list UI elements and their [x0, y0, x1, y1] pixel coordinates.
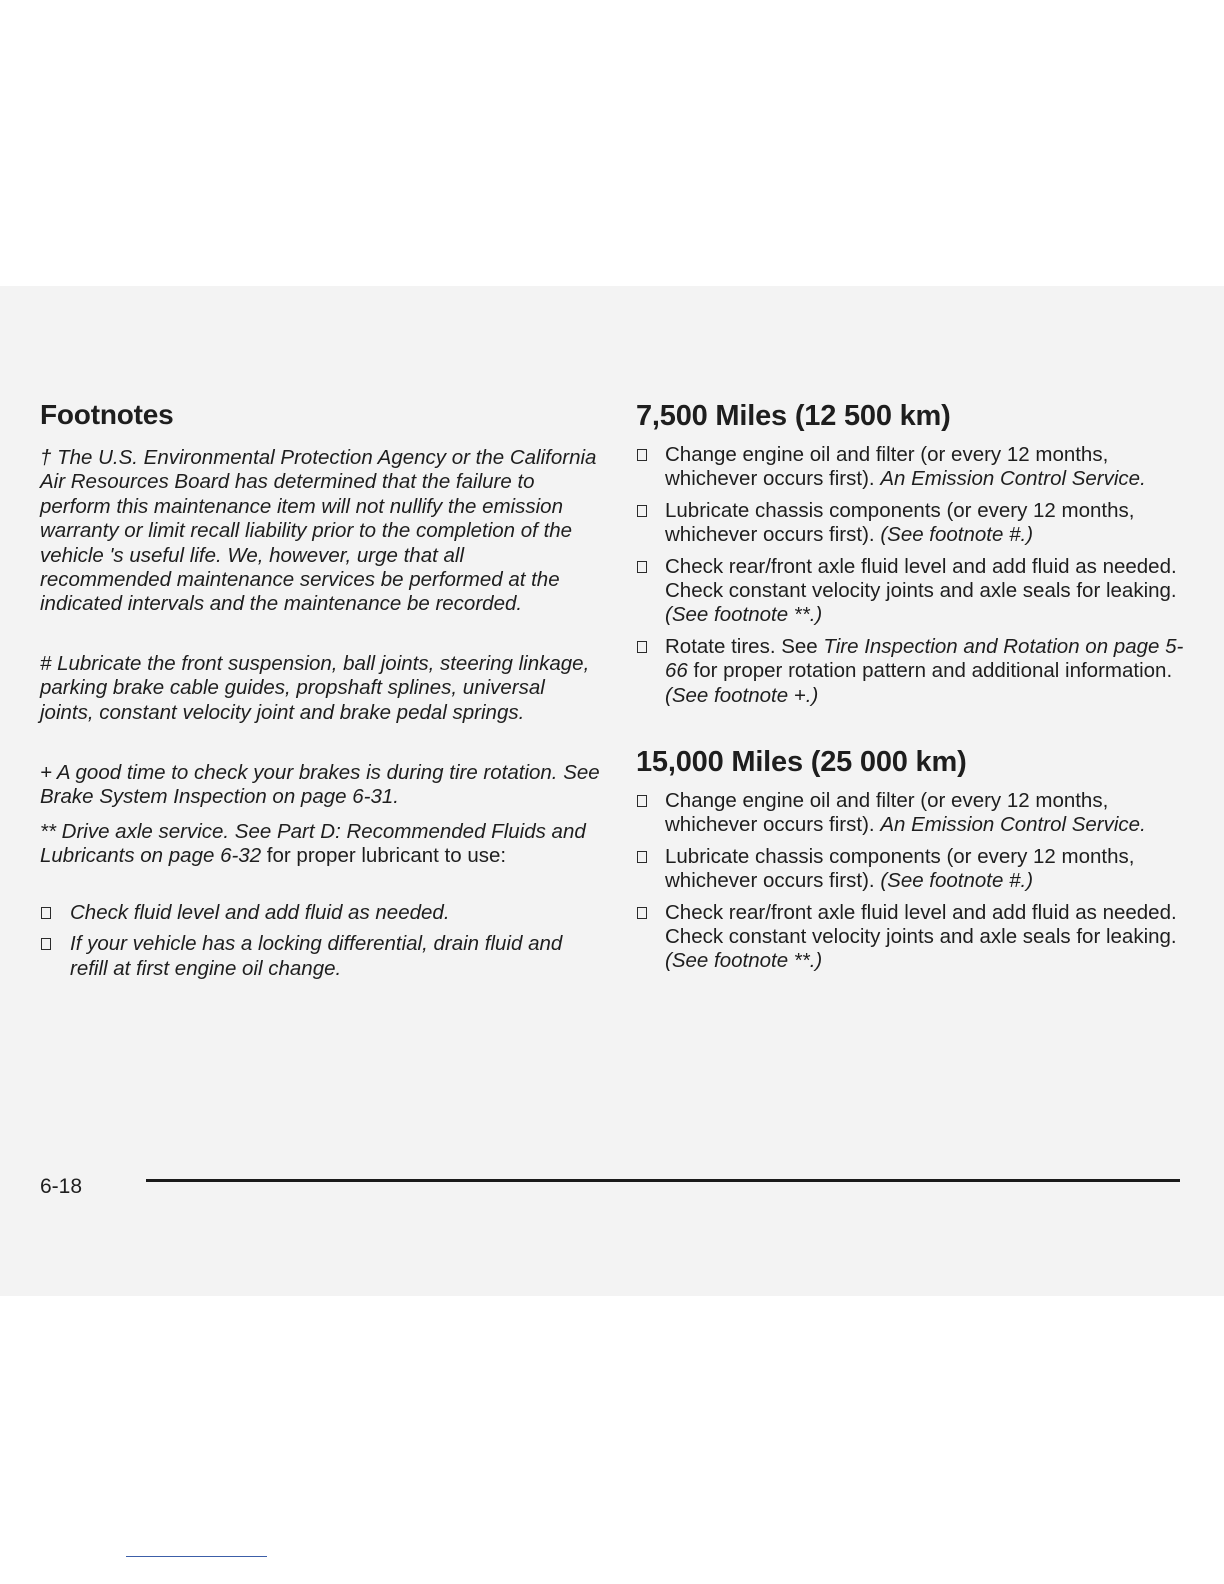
checkbox-icon	[41, 907, 51, 919]
service-item-text: Change engine oil and filter (or every 12 months, whichever occurs first).	[665, 443, 1109, 491]
checklist-item-text: Check fluid level and add fluid as needed.	[70, 901, 450, 924]
decorative-line	[126, 1556, 267, 1557]
service-item-note: (See footnote #.)	[880, 523, 1034, 547]
service-item-note: An Emission Control Service.	[880, 467, 1146, 491]
drive-axle-checklist	[40, 901, 600, 981]
list-item	[40, 901, 600, 925]
list-item	[636, 901, 1188, 974]
service-item-text: Rotate tires. See	[665, 634, 824, 658]
checkbox-icon	[637, 907, 647, 919]
list-item	[636, 499, 1188, 548]
double-star-footnote-italic: ** Drive axle service. See Part D: Recommended Fluids and Lubricants on page 6-32	[40, 820, 586, 868]
checkbox-icon	[637, 851, 647, 863]
plus-footnote: + A good time to check your brakes is during tire rotation. See Brake System Inspection on page 6-31.	[40, 761, 600, 809]
footnotes-heading: Footnotes	[40, 399, 174, 430]
double-star-footnote	[40, 820, 600, 869]
service-item-text: Lubricate chassis components (or every 12 months, whichever occurs first).	[665, 844, 1135, 893]
checklist-item-text: If your vehicle has a locking differential, drain fluid and refill at first engine oil change.	[70, 932, 563, 980]
service-item-note: (See footnote +.)	[665, 683, 819, 707]
service-item-note: (See footnote **.)	[665, 949, 823, 973]
checkbox-icon	[637, 641, 647, 653]
list-item	[636, 443, 1188, 492]
list-item	[40, 932, 600, 981]
cross-reference: Tire Inspection and Rotation on page 5-66	[665, 634, 1184, 683]
service-item-note: An Emission Control Service.	[880, 813, 1146, 837]
list-item	[636, 555, 1188, 628]
list-item	[636, 845, 1188, 894]
service-item-text: for proper rotation pattern and additional information.	[687, 659, 1173, 683]
service-item-text: Check rear/front axle fluid level and add fluid as needed. Check constant velocity joints and axle seals for leaking.	[665, 554, 1177, 603]
checkbox-icon	[41, 938, 51, 950]
service-item-text: Change engine oil and filter (or every 12 months, whichever occurs first).	[665, 789, 1109, 837]
service-7500-heading: 7,500 Miles (12 500 km)	[636, 400, 951, 432]
checkbox-icon	[637, 505, 647, 517]
service-item-text: Check rear/front axle fluid level and add fluid as needed. Check constant velocity joints and axle seals for leaking.	[665, 900, 1177, 949]
list-item	[636, 789, 1188, 838]
service-15000-list	[636, 789, 1188, 974]
service-7500-list	[636, 443, 1188, 708]
service-item-text: Lubricate chassis components (or every 12 months, whichever occurs first).	[665, 498, 1135, 547]
manual-page	[0, 286, 1224, 1296]
service-15000-heading: 15,000 Miles (25 000 km)	[636, 746, 967, 778]
page-number: 6-18	[40, 1175, 83, 1198]
hash-footnote: # Lubricate the front suspension, ball joints, steering linkage, parking brake cable guides, propshaft splines, universal joints, constant velocity joint and brake pedal springs.	[40, 652, 590, 724]
list-item	[636, 635, 1188, 708]
service-item-note: (See footnote #.)	[880, 869, 1034, 893]
checkbox-icon	[637, 449, 647, 461]
checkbox-icon	[637, 795, 647, 807]
checkbox-icon	[637, 561, 647, 573]
footer-divider	[146, 1179, 1180, 1182]
dagger-footnote: † The U.S. Environmental Protection Agency or the California Air Resources Board has determined that the failure to perform this maintenance item will not nullify the emission warranty or limit recall liability prior to the completion of the vehicle 's useful life. We, however, urge that all recommended maintenance services be performed at the indicated intervals and the maintenance be recorded.	[40, 446, 597, 616]
double-star-footnote-plain: for proper lubricant to use:	[261, 844, 507, 868]
service-item-note: (See footnote **.)	[665, 603, 823, 627]
